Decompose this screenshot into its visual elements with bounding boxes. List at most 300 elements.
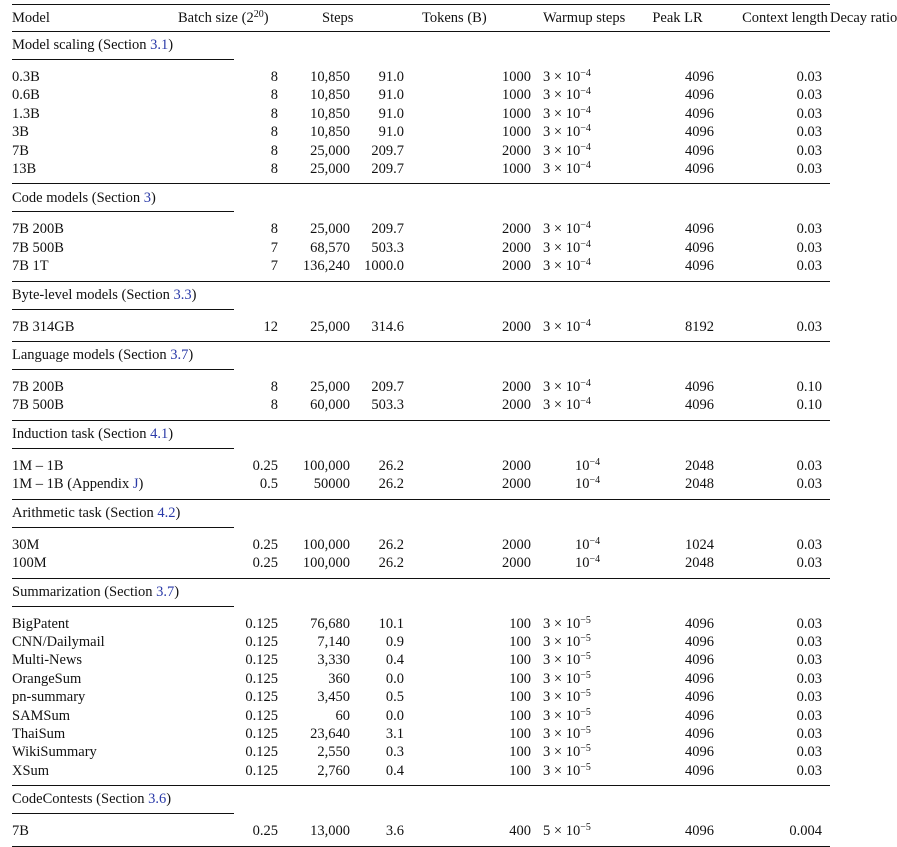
cell-peak-lr	[543, 725, 615, 743]
lr-exponent: −4	[580, 160, 591, 172]
cell-peak-lr	[543, 239, 615, 257]
cell-steps: 13,000	[278, 822, 350, 846]
cell-steps: 25,000	[310, 379, 351, 396]
cell-decay: 0.03	[796, 689, 823, 706]
lr-exponent: −5	[580, 651, 591, 663]
cell-peak-lr	[543, 142, 615, 160]
cell-model	[12, 707, 234, 725]
cell-model	[12, 475, 234, 499]
lr-mantissa: 3 × 10	[543, 762, 581, 779]
section-title-close: )	[166, 791, 172, 808]
lr-mantissa: 3 × 10	[543, 318, 581, 335]
cell-batch: 0.125	[245, 652, 278, 669]
section-ref-link[interactable]: 3	[143, 189, 151, 206]
section-title-text: Byte-level models (Section	[12, 286, 174, 303]
cell-model	[12, 86, 234, 104]
lr-exponent: −4	[580, 123, 591, 135]
cell-steps: 3,450	[317, 689, 351, 706]
cell-batch: 7	[270, 239, 278, 256]
lr-exponent: −5	[580, 743, 591, 755]
cell-warmup: 1000	[436, 160, 543, 184]
cell-context: 4096	[685, 689, 715, 706]
table-row	[12, 475, 830, 499]
lr-exponent: −4	[580, 317, 591, 329]
lr-mantissa: 10	[575, 457, 590, 474]
cell-context: 4096	[685, 707, 715, 724]
cell-steps: 10,850	[310, 69, 351, 85]
cell-decay: 0.03	[796, 744, 823, 761]
model-name: Multi-News	[12, 652, 83, 669]
cell-steps: 25,000	[310, 142, 351, 159]
cell-warmup: 2000	[436, 257, 543, 281]
header-row: Model Batch size $(2^{20})$ Steps Tokens (B) Warmup steps Peak LR Context length Decay ratio	[12, 5, 830, 32]
section-header-row	[12, 32, 830, 60]
cell-peak-lr	[543, 160, 615, 184]
header-peak-lr: Peak LR	[615, 5, 740, 32]
cell-tokens: 26.2	[350, 554, 436, 578]
table-row	[12, 318, 830, 342]
section-filler	[234, 32, 830, 60]
cell-batch: 7	[234, 257, 278, 281]
cell-tokens: 209.7	[350, 160, 436, 184]
section-ref-link[interactable]: 3.1	[150, 37, 169, 54]
cell-tokens: 0.3	[385, 744, 405, 761]
lr-mantissa: 3 × 10	[543, 615, 581, 632]
table-row	[12, 160, 830, 184]
lr-mantissa: 3 × 10	[543, 379, 581, 396]
section-title-close: )	[174, 583, 180, 600]
cell-tokens: 10.1	[378, 615, 405, 632]
table-row	[12, 688, 830, 706]
section-title-text: Model scaling (Section	[12, 37, 151, 54]
model-name: 7B 500B	[12, 397, 64, 414]
cell-decay: 0.03	[796, 124, 823, 141]
cell-warmup: 2000	[502, 536, 532, 553]
section-title-close: )	[168, 426, 174, 443]
section-gap	[12, 309, 830, 318]
section-title-close: )	[188, 347, 194, 364]
cell-tokens: 0.4	[385, 652, 405, 669]
section-filler	[234, 499, 830, 527]
cell-context: 4096	[685, 142, 715, 159]
section-ref-link[interactable]: 3.7	[170, 347, 189, 364]
table-row	[12, 123, 830, 141]
gap-cell	[12, 60, 830, 69]
lr-exponent: −4	[580, 396, 591, 408]
table-row	[12, 707, 830, 725]
cell-steps: 60	[335, 707, 351, 724]
cell-warmup: 100	[509, 689, 532, 706]
cell-batch: 8	[270, 124, 278, 141]
cell-warmup: 400	[436, 822, 543, 846]
cell-context: 8192	[615, 318, 740, 342]
cell-warmup: 100	[436, 762, 543, 786]
model-name: 3B	[12, 124, 29, 141]
section-title	[12, 499, 234, 527]
cell-decay: 0.03	[740, 318, 830, 342]
cell-warmup: 100	[509, 725, 532, 742]
cell-peak-lr	[543, 396, 615, 420]
cell-decay: 0.10	[796, 379, 823, 396]
cell-warmup: 1000	[502, 69, 532, 85]
section-title-close: )	[150, 189, 156, 206]
table-row	[12, 670, 830, 688]
cell-decay: 0.03	[796, 670, 823, 687]
cell-model	[12, 160, 234, 184]
cell-decay: 0.03	[796, 707, 823, 724]
cell-peak-lr	[543, 633, 615, 651]
cell-tokens: 0.0	[385, 670, 405, 687]
cell-warmup: 2000	[502, 221, 532, 238]
lr-mantissa: 10	[575, 476, 590, 493]
lr-mantissa: 10	[575, 536, 590, 553]
lr-mantissa: 3 × 10	[543, 239, 581, 256]
cell-model	[12, 396, 234, 420]
model-name: 30M	[12, 536, 40, 553]
cell-peak-lr	[543, 762, 615, 786]
cell-decay: 0.004	[740, 822, 830, 846]
model-name: XSum	[12, 762, 50, 779]
cell-warmup: 2000	[436, 318, 543, 342]
cell-warmup: 2000	[436, 475, 543, 499]
section-gap	[12, 212, 830, 221]
section-header-row	[12, 342, 830, 370]
cell-decay: 0.10	[740, 396, 830, 420]
model-name-close: )	[138, 476, 144, 493]
cell-batch: 0.5	[234, 475, 278, 499]
table-body	[12, 32, 830, 847]
table-row	[12, 725, 830, 743]
cell-decay: 0.03	[796, 457, 823, 474]
lr-mantissa: 3 × 10	[543, 69, 581, 85]
table-row	[12, 615, 830, 633]
cell-context: 4096	[685, 615, 715, 632]
section-title-text: Induction task (Section	[12, 426, 151, 443]
model-name: SAMSum	[12, 707, 71, 724]
model-name: 0.6B	[12, 87, 40, 104]
model-name: 100M	[12, 555, 47, 572]
table-row	[12, 68, 830, 86]
cell-model	[12, 378, 234, 396]
section-gap	[12, 606, 830, 615]
cell-steps: 2,760	[278, 762, 350, 786]
section-title-text: Language models (Section	[12, 347, 171, 364]
lr-mantissa: 3 × 10	[543, 707, 581, 724]
cell-batch: 0.125	[245, 707, 278, 724]
section-gap	[12, 527, 830, 536]
cell-decay: 0.03	[796, 536, 823, 553]
gap-cell	[12, 527, 830, 536]
table-row	[12, 743, 830, 761]
cell-steps: 23,640	[310, 725, 351, 742]
cell-model	[12, 762, 234, 786]
lr-mantissa: 3 × 10	[543, 142, 581, 159]
cell-model	[12, 743, 234, 761]
cell-warmup: 100	[509, 652, 532, 669]
cell-model	[12, 651, 234, 669]
lr-exponent: −4	[580, 238, 591, 250]
cell-peak-lr	[543, 822, 615, 846]
cell-warmup: 100	[509, 670, 532, 687]
lr-exponent: −4	[580, 104, 591, 116]
cell-model	[12, 554, 234, 578]
section-title	[12, 184, 234, 212]
section-ref-link[interactable]: 4.2	[157, 504, 176, 521]
cell-steps: 7,140	[317, 633, 351, 650]
cell-context: 4096	[685, 670, 715, 687]
section-filler	[234, 281, 830, 309]
cell-batch: 8	[234, 160, 278, 184]
cell-tokens: 26.2	[350, 475, 436, 499]
cell-batch: 0.25	[252, 457, 278, 474]
cell-peak-lr	[543, 378, 615, 396]
cell-model	[12, 633, 234, 651]
table-row	[12, 633, 830, 651]
lr-mantissa: 3 × 10	[543, 725, 581, 742]
table-row	[12, 554, 830, 578]
cell-warmup: 100	[509, 707, 532, 724]
cell-model	[12, 105, 234, 123]
model-name: pn-summary	[12, 689, 86, 706]
lr-mantissa: 3 × 10	[543, 670, 581, 687]
cell-batch: 0.25	[234, 554, 278, 578]
cell-batch: 8	[270, 379, 278, 396]
cell-model	[12, 457, 234, 475]
cell-warmup: 100	[509, 633, 532, 650]
cell-steps: 50000	[278, 475, 350, 499]
section-ref-link[interactable]: 3.6	[148, 791, 167, 808]
section-ref-link[interactable]: 3.3	[173, 286, 192, 303]
cell-tokens: 0.0	[385, 707, 405, 724]
model-name: 7B	[12, 823, 29, 840]
lr-exponent: −5	[580, 669, 591, 681]
cell-warmup: 2000	[502, 379, 532, 396]
lr-exponent: −5	[580, 822, 591, 834]
cell-peak-lr	[543, 670, 615, 688]
cell-decay: 0.03	[740, 257, 830, 281]
section-gap	[12, 448, 830, 457]
cell-decay: 0.03	[796, 633, 823, 650]
cell-context: 4096	[685, 379, 715, 396]
section-title-text: Summarization (Section	[12, 583, 157, 600]
appendix-ref-link[interactable]: J	[132, 476, 139, 493]
section-gap	[12, 60, 830, 69]
cell-warmup: 2000	[502, 239, 532, 256]
cell-model	[12, 725, 234, 743]
cell-model	[12, 318, 234, 342]
model-name: BigPatent	[12, 615, 70, 632]
cell-decay: 0.03	[740, 160, 830, 184]
cell-context: 4096	[615, 257, 740, 281]
lr-mantissa: 3 × 10	[543, 221, 581, 238]
gap-cell	[12, 309, 830, 318]
cell-decay: 0.03	[796, 87, 823, 104]
cell-model	[12, 123, 234, 141]
cell-batch: 0.125	[245, 670, 278, 687]
cell-context: 4096	[615, 396, 740, 420]
cell-context: 4096	[685, 221, 715, 238]
cell-context: 4096	[685, 105, 715, 122]
cell-batch: 0.25	[234, 822, 278, 846]
cell-tokens: 503.3	[350, 396, 436, 420]
cell-batch: 8	[270, 87, 278, 104]
cell-batch: 0.125	[245, 725, 278, 742]
cell-tokens: 91.0	[378, 69, 405, 85]
cell-context: 2048	[615, 475, 740, 499]
lr-exponent: −4	[589, 456, 601, 468]
section-header-row	[12, 578, 830, 606]
cell-peak-lr	[543, 651, 615, 669]
lr-exponent: −5	[580, 632, 591, 644]
lr-exponent: −5	[580, 688, 591, 700]
cell-batch: 0.25	[252, 536, 278, 553]
cell-decay: 0.03	[740, 762, 830, 786]
lr-exponent: −4	[580, 141, 591, 153]
cell-context: 1024	[685, 536, 715, 553]
table-row	[12, 536, 830, 554]
section-ref-link[interactable]: 3.7	[156, 583, 175, 600]
cell-steps: 3,330	[317, 652, 351, 669]
section-header-row	[12, 184, 830, 212]
header-model: Model	[12, 5, 234, 32]
table-row	[12, 257, 830, 281]
cell-steps: 100,000	[302, 536, 351, 553]
cell-peak-lr	[543, 68, 615, 86]
gap-cell	[12, 814, 830, 823]
cell-peak-lr	[543, 220, 615, 238]
cell-context: 4096	[685, 124, 715, 141]
lr-exponent: −4	[580, 220, 591, 232]
section-ref-link[interactable]: 4.1	[150, 426, 169, 443]
lr-exponent: −5	[580, 614, 591, 626]
cell-decay: 0.03	[796, 142, 823, 159]
cell-batch: 0.125	[245, 744, 278, 761]
section-title-close: )	[168, 37, 174, 54]
lr-exponent: −4	[589, 554, 601, 566]
section-title	[12, 342, 234, 370]
gap-cell	[12, 212, 830, 221]
section-title-text: Code models (Section	[12, 189, 144, 206]
cell-tokens: 3.6	[350, 822, 436, 846]
cell-steps: 60,000	[278, 396, 350, 420]
section-title	[12, 32, 234, 60]
cell-model	[12, 220, 234, 238]
cell-peak-lr	[543, 536, 615, 554]
model-name: 7B 314GB	[12, 318, 75, 335]
lr-mantissa: 5 × 10	[543, 823, 581, 840]
lr-exponent: −4	[580, 86, 591, 98]
cell-tokens: 1000.0	[350, 257, 436, 281]
model-name: 1M – 1B (Appendix	[12, 476, 133, 493]
hyperparameter-table	[12, 4, 897, 847]
cell-context: 4096	[685, 725, 715, 742]
cell-warmup: 2000	[502, 457, 532, 474]
cell-model	[12, 142, 234, 160]
table-row	[12, 762, 830, 786]
model-name: 0.3B	[12, 69, 40, 85]
cell-peak-lr	[543, 86, 615, 104]
model-name: 7B 500B	[12, 239, 64, 256]
cell-peak-lr	[543, 743, 615, 761]
cell-steps: 10,850	[310, 124, 351, 141]
cell-tokens: 3.1	[385, 725, 405, 742]
lr-mantissa: 3 × 10	[543, 633, 581, 650]
gap-cell	[12, 448, 830, 457]
cell-decay: 0.03	[740, 554, 830, 578]
cell-peak-lr	[543, 318, 615, 342]
section-filler	[234, 578, 830, 606]
cell-tokens: 0.4	[350, 762, 436, 786]
cell-model	[12, 615, 234, 633]
cell-warmup: 2000	[436, 396, 543, 420]
cell-decay: 0.03	[796, 725, 823, 742]
cell-tokens: 91.0	[378, 105, 405, 122]
cell-context: 2048	[685, 457, 715, 474]
section-header-row	[12, 499, 830, 527]
cell-tokens: 209.7	[371, 379, 405, 396]
cell-context: 4096	[685, 652, 715, 669]
model-name: 7B 200B	[12, 221, 64, 238]
cell-model	[12, 670, 234, 688]
cell-batch: 0.125	[245, 615, 278, 632]
header-steps: Steps	[350, 5, 436, 32]
section-gap	[12, 370, 830, 379]
cell-tokens: 209.7	[371, 221, 405, 238]
table-row	[12, 220, 830, 238]
model-name: CNN/Dailymail	[12, 633, 105, 650]
cell-tokens: 26.2	[378, 457, 405, 474]
cell-warmup: 2000	[436, 554, 543, 578]
section-filler	[234, 342, 830, 370]
cell-batch: 8	[270, 142, 278, 159]
cell-tokens: 0.9	[385, 633, 405, 650]
cell-decay: 0.03	[740, 475, 830, 499]
cell-steps: 100,000	[302, 457, 351, 474]
model-name: 7B 200B	[12, 379, 64, 396]
section-header-row	[12, 786, 830, 814]
lr-mantissa: 10	[575, 555, 590, 572]
lr-exponent: −5	[580, 724, 591, 736]
cell-steps: 10,850	[310, 87, 351, 104]
cell-batch: 8	[234, 396, 278, 420]
cell-steps: 76,680	[310, 615, 351, 632]
table-row	[12, 457, 830, 475]
table-row	[12, 86, 830, 104]
lr-exponent: −4	[580, 378, 591, 390]
cell-peak-lr	[543, 615, 615, 633]
table-row	[12, 105, 830, 123]
section-title	[12, 786, 234, 814]
model-name: ThaiSum	[12, 725, 66, 742]
cell-tokens: 209.7	[371, 142, 405, 159]
model-name: OrangeSum	[12, 670, 82, 687]
section-title-text: CodeContests (Section	[12, 791, 149, 808]
lr-mantissa: 3 × 10	[543, 258, 581, 275]
cell-decay: 0.03	[796, 652, 823, 669]
header-tokens: Tokens (B)	[436, 5, 543, 32]
cell-peak-lr	[543, 105, 615, 123]
cell-tokens: 0.5	[385, 689, 405, 706]
cell-peak-lr	[543, 707, 615, 725]
cell-tokens: 91.0	[378, 124, 405, 141]
section-header-row	[12, 420, 830, 448]
model-name: 7B 1T	[12, 258, 49, 275]
cell-context: 4096	[615, 160, 740, 184]
lr-mantissa: 3 × 10	[543, 689, 581, 706]
cell-peak-lr	[543, 688, 615, 706]
model-name: 13B	[12, 161, 37, 178]
section-filler	[234, 420, 830, 448]
